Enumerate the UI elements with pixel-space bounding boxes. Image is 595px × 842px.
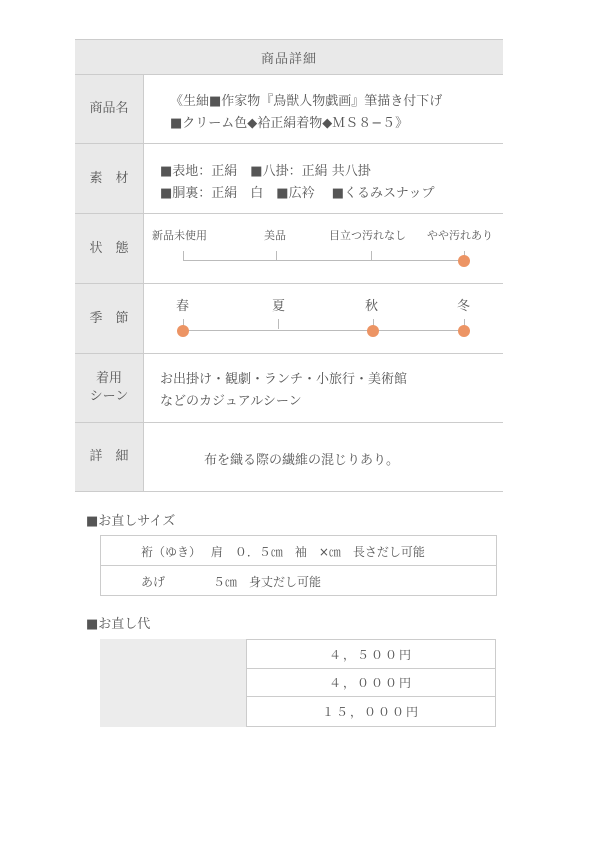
- value-product-name: [144, 75, 503, 143]
- condition-tick: [276, 251, 277, 261]
- season-scale: [144, 284, 503, 353]
- price-cell: ４，５００円: [246, 639, 496, 669]
- price-cell: ４，０００円: [246, 668, 496, 697]
- price-cell: １５，０００円: [246, 697, 496, 727]
- size-row: [101, 566, 496, 595]
- season-autumn: 秋: [365, 299, 379, 314]
- size-table: [100, 535, 497, 596]
- condition-tick: [371, 251, 372, 261]
- label-usage-line2: シーン: [89, 389, 129, 404]
- condition-scale-line: [183, 260, 464, 261]
- season-selected-dot: [458, 325, 470, 337]
- price-table: [100, 639, 495, 727]
- condition-option-new: 新品未使用: [152, 229, 207, 242]
- size-section-title: ■お直しサイズ: [86, 514, 176, 529]
- condition-tick: [183, 251, 184, 261]
- season-summer: 夏: [272, 299, 286, 314]
- season-scale-line: [183, 330, 464, 331]
- row-material: [75, 144, 503, 214]
- season-selected-dot: [177, 325, 189, 337]
- condition-scale: [144, 214, 503, 283]
- product-detail-table: [75, 39, 503, 492]
- detail-header: 商品詳細: [75, 40, 503, 75]
- product-name-line1: 《生紬■作家物『鳥獣人物戯画』筆描き付下げ: [170, 94, 443, 109]
- value-details: [144, 423, 503, 491]
- row-product-name: [75, 75, 503, 144]
- size-row-sleeve: 裄（ゆき） 肩 ０．５㎝ 袖 ×㎝ 長さだし可能: [141, 545, 425, 559]
- season-spring: 春: [176, 299, 190, 314]
- row-season: [75, 284, 503, 354]
- material-line2: ■胴裏：正絹 白 ■広衿 ■くるみスナップ: [160, 186, 435, 201]
- size-row: [101, 536, 496, 566]
- label-material: 素 材: [75, 144, 144, 213]
- label-details: 詳 細: [75, 423, 144, 491]
- label-season: 季 節: [75, 284, 144, 353]
- condition-option-no-stains: 目立つ汚れなし: [329, 229, 406, 242]
- usage-line1: お出掛け・観劇・ランチ・小旅行・美術館: [160, 372, 408, 387]
- condition-option-some-stains: やや汚れあり: [427, 229, 493, 242]
- label-usage-line1: 着用: [95, 371, 122, 386]
- row-usage-scene: [75, 354, 503, 423]
- condition-selected-dot: [458, 255, 470, 267]
- price-label-column: [100, 639, 246, 727]
- row-condition: [75, 214, 503, 284]
- condition-option-good: 美品: [264, 229, 286, 242]
- season-winter: 冬: [457, 299, 471, 314]
- label-product-name: 商品名: [75, 75, 144, 143]
- label-condition: 状 態: [75, 214, 144, 283]
- season-selected-dot: [367, 325, 379, 337]
- season-tick: [278, 319, 279, 329]
- value-usage-scene: [144, 354, 503, 422]
- details-text: 布を織る際の繊維の混じりあり。: [204, 453, 400, 468]
- usage-line2: などのカジュアルシーン: [160, 394, 302, 409]
- value-material: [144, 144, 503, 213]
- price-section-title: ■お直し代: [86, 617, 151, 632]
- label-usage-scene: [75, 354, 144, 422]
- row-details: [75, 423, 503, 491]
- material-line1: ■表地：正絹 ■八掛：正絹 共八掛: [160, 164, 371, 179]
- product-name-line2: ■クリーム色◆袷正絹着物◆ＭＳ８−５》: [170, 116, 409, 131]
- size-row-age: あげ ５㎝ 身丈だし可能: [141, 575, 322, 589]
